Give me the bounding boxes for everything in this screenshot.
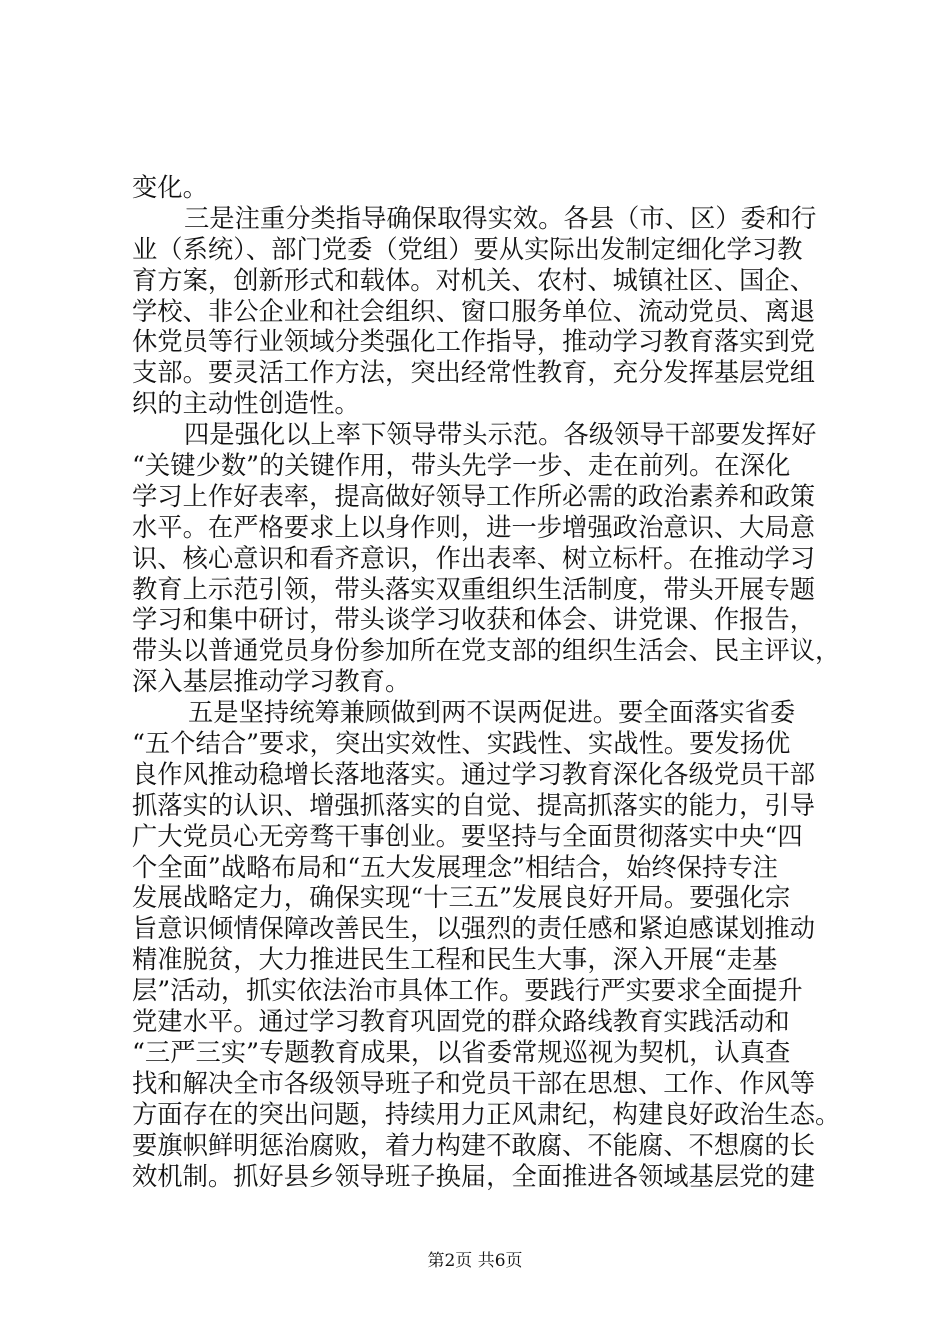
text-line: 带头以普通党员身份参加所在党支部的组织生活会、民主评议， [132,636,841,666]
text-line: 业（系统）、部门党委（党组）要从实际出发制定细化学习教 [132,234,803,264]
paragraph-start-line: 四是强化以上率下领导带头示范。各级领导干部要发挥好 [184,420,817,450]
text-line: 学习和集中研讨，带头谈学习收获和体会、讲党课、作报告， [132,605,816,635]
text-line: 发展战略定力，确保实现“十三五”发展良好开局。要强化宗 [132,883,791,913]
text-line: “三严三实”专题教育成果，以省委常规巡视为契机，认真查 [132,1037,791,1067]
text-line: 识、核心意识和看齐意识，作出表率、树立标杆。在推动学习 [132,543,816,573]
paragraph-start-line: 三是注重分类指导确保取得实效。各县（市、区）委和行 [184,203,817,233]
text-line: 精准脱贫，大力推进民生工程和民生大事，深入开展“走基 [132,945,778,975]
text-line: 水平。在严格要求上以身作则，进一步增强政治意识、大局意 [132,512,816,542]
text-line: 广大党员心无旁骛干事创业。要坚持与全面贯彻落实中央“四 [132,821,803,851]
text-line: 旨意识倾情保障改善民生，以强烈的责任感和紧迫感谋划推动 [132,914,816,944]
text-line: 织的主动性创造性。 [132,389,360,419]
text-line: 个全面”战略布局和“五大发展理念”相结合，始终保持专注 [132,852,778,882]
text-line: 方面存在的突出问题，持续用力正风肃纪，构建良好政治生态。 [132,1099,841,1129]
text-line: 层”活动，抓实依法治市具体工作。要践行严实要求全面提升 [132,976,803,1006]
paragraph-start-line: 五是坚持统筹兼顾做到两不误两促进。要全面落实省委 [188,698,796,728]
text-line: 要旗帜鲜明惩治腐败，着力构建不敢腐、不能腐、不想腐的长 [132,1130,816,1160]
text-line: 抓落实的认识、增强抓落实的自觉、提高抓落实的能力，引导 [132,790,816,820]
text-line: 教育上示范引领，带头落实双重组织生活制度，带头开展专题 [132,574,816,604]
page-number-footer: 第2页 共6页 [427,1251,523,1271]
text-line: 休党员等行业领域分类强化工作指导，推动学习教育落实到党 [132,327,816,357]
text-line: “关键少数”的关键作用，带头先学一步、走在前列。在深化 [132,451,791,481]
text-line: 支部。要灵活工作方法，突出经常性教育，充分发挥基层党组 [132,358,816,388]
text-line: 良作风推动稳增长落地落实。通过学习教育深化各级党员干部 [132,759,816,789]
text-line: 育方案，创新形式和载体。对机关、农村、城镇社区、国企、 [132,265,816,295]
text-line: 效机制。抓好县乡领导班子换届，全面推进各领域基层党的建 [132,1161,816,1191]
text-line: 变化。 [132,173,208,202]
text-line: 学习上作好表率，提高做好领导工作所必需的政治素养和政策 [132,481,816,511]
document-body [132,173,841,1192]
text-line: 找和解决全市各级领导班子和党员干部在思想、工作、作风等 [132,1068,816,1098]
text-line: 党建水平。通过学习教育巩固党的群众路线教育实践活动和 [132,1007,790,1037]
text-line: 学校、非公企业和社会组织、窗口服务单位、流动党员、离退 [132,296,816,326]
text-line: “五个结合”要求，突出实效性、实践性、实战性。要发扬优 [132,729,791,759]
text-line: 深入基层推动学习教育。 [132,667,411,697]
